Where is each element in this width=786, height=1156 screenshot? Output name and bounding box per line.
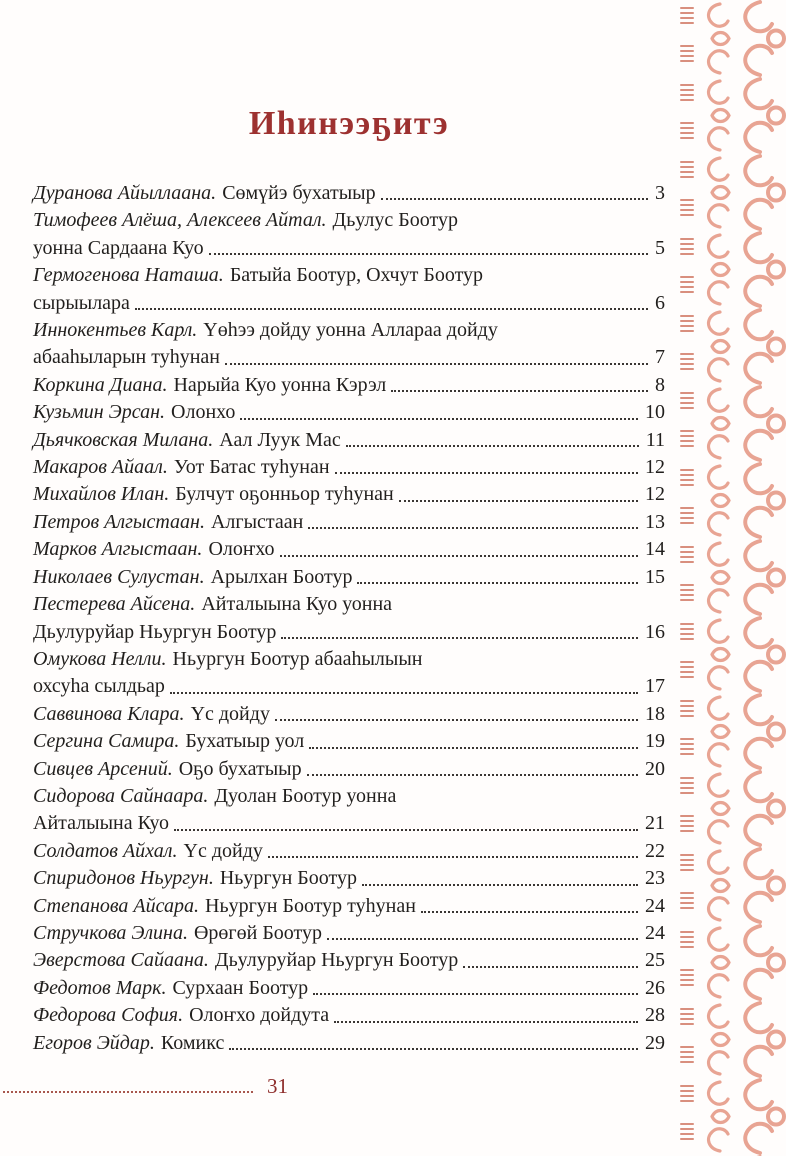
toc-entry-author: Кузьмин Эрсан. [33, 401, 166, 424]
toc-entry-page: 24 [645, 921, 665, 944]
toc-entry-page: 26 [645, 976, 665, 999]
toc-entry-title: Уот Батас туһунан [173, 456, 330, 479]
toc-entry-title: Өрөгөй Боотур [193, 921, 323, 944]
footer-page-number: 31 [267, 1074, 288, 1098]
toc-entry-title: Булчут оҕонньор туһунан [175, 483, 394, 506]
toc-entry-title: Сурхаан Боотур [172, 976, 309, 999]
toc-entry-line [33, 235, 665, 262]
footer-dotted-leader [3, 1091, 253, 1093]
toc-entry [33, 1002, 665, 1029]
toc-entry-line [33, 646, 665, 673]
toc-entry-line [33, 619, 665, 646]
dotted-leader [357, 582, 638, 584]
toc-entry-title: Үөһээ дойду уонна Аллараа дойду [203, 319, 498, 342]
toc-entry-title: Сөмүйэ бухатыыр [222, 182, 376, 204]
dotted-leader [280, 555, 638, 557]
toc-entry [33, 865, 665, 892]
toc-entry-author: Сергина Самира. [33, 730, 180, 753]
toc-entry-line [33, 756, 665, 783]
toc-entry-title: Дьулус Боотур [332, 209, 458, 232]
toc-entry-page: 28 [645, 1004, 665, 1027]
toc-entry-author: Саввинова Клара. [33, 702, 185, 725]
toc-entry-line [33, 1030, 665, 1057]
toc-entry-author: Степанова Айсара. [33, 894, 199, 917]
dotted-leader [362, 884, 638, 886]
toc-entry-page: 12 [645, 483, 665, 506]
toc-entry-title: Олонхо [171, 401, 236, 424]
toc-entry-line [33, 591, 665, 618]
toc-entry-line [33, 783, 665, 810]
toc-entry-title: Ньургун Боотур абааһылыын [172, 647, 423, 670]
toc-entry-title: Батыйа Боотур, Охчут Боотур [229, 264, 484, 287]
dotted-leader [268, 856, 638, 858]
toc-entry-line [33, 975, 665, 1002]
toc-entry-title: Дуолан Боотур уонна [214, 784, 397, 807]
toc-entry-title: Алгыстаан [210, 510, 304, 533]
dotted-leader [229, 1048, 638, 1050]
dotted-leader [174, 829, 638, 831]
dotted-leader [346, 445, 639, 447]
toc-entry-author: Николаев Сулустан. [33, 565, 205, 588]
toc-entry-line [33, 207, 665, 234]
toc-entry [33, 207, 665, 262]
toc-entry-page: 18 [645, 702, 665, 725]
dotted-leader [240, 418, 638, 420]
toc-entry-title: Үс дойду [183, 839, 263, 862]
toc-entry-line [33, 180, 665, 207]
toc-entry-author: Солдатов Айхал. [33, 839, 178, 862]
toc-entry [33, 427, 665, 454]
toc-entry [33, 975, 665, 1002]
toc-entry-title: Нарыйа Куо уонна Кэрэл [173, 373, 387, 396]
toc-entry [33, 454, 665, 481]
toc-entry-line [33, 920, 665, 947]
toc-entry [33, 372, 665, 399]
toc-entry-page: 7 [655, 346, 665, 369]
toc-entry-line [33, 1002, 665, 1029]
toc-entry [33, 564, 665, 591]
toc-entry-page: 25 [645, 949, 665, 972]
toc-entry-page: 20 [645, 757, 665, 780]
toc-entry-author: Иннокентьев Карл. [33, 319, 198, 342]
toc-entry-page: 15 [645, 565, 665, 588]
toc-entry-author: Петров Алгыстаан. [33, 510, 205, 533]
toc-entry-page: 16 [645, 620, 665, 643]
toc-entry-title-cont: Дьулуруйар Ньургун Боотур [33, 620, 277, 643]
toc-entry-line [33, 893, 665, 920]
dotted-leader [281, 637, 638, 639]
toc-entry-author: Дуранова Айыллаана. [33, 182, 217, 204]
toc-entry-page: 5 [655, 236, 665, 259]
dotted-leader [421, 911, 638, 913]
toc-entry-line [33, 399, 665, 426]
table-of-contents [33, 180, 665, 1057]
page-title: Иһинээҕитэ [248, 105, 450, 142]
toc-entry [33, 920, 665, 947]
toc-entry-title: Олоҥхо [208, 538, 275, 561]
toc-entry-line [33, 865, 665, 892]
toc-entry-author: Егоров Эйдар. [33, 1031, 155, 1054]
toc-entry-page: 13 [645, 510, 665, 533]
toc-entry-author: Гермогенова Наташа. [33, 264, 224, 287]
dotted-leader [381, 198, 648, 200]
dotted-leader [225, 363, 648, 365]
dotted-leader [334, 1021, 638, 1023]
toc-entry-author: Федорова София. [33, 1004, 184, 1027]
toc-entry [33, 317, 665, 372]
toc-entry-line [33, 947, 665, 974]
toc-entry-page: 6 [655, 291, 665, 314]
toc-entry [33, 701, 665, 728]
toc-entry-line [33, 701, 665, 728]
toc-entry-page: 14 [645, 538, 665, 561]
toc-entry-page: 29 [645, 1031, 665, 1054]
toc-entry-line [33, 481, 665, 508]
dotted-leader [335, 472, 638, 474]
toc-entry-line [33, 290, 665, 317]
toc-entry-author: Спиридонов Ньургун. [33, 867, 214, 890]
dotted-leader [327, 938, 638, 940]
toc-entry-page: 17 [645, 675, 665, 698]
toc-entry [33, 536, 665, 563]
toc-entry-title: Аал Луук Мас [219, 428, 341, 451]
toc-entry-page: 3 [655, 182, 665, 204]
toc-entry [33, 262, 665, 317]
toc-entry-author: Омукова Нелли. [33, 647, 167, 670]
toc-entry-title: Оҕо бухатыыр [178, 757, 302, 780]
toc-entry-page: 10 [645, 401, 665, 424]
toc-entry-author: Сидорова Сайнаара. [33, 784, 209, 807]
toc-entry-line [33, 536, 665, 563]
toc-entry-author: Коркина Диана. [33, 373, 168, 396]
dotted-leader [309, 747, 638, 749]
toc-entry [33, 481, 665, 508]
toc-entry-author: Тимофеев Алёша, Алексеев Айтал. [33, 209, 327, 232]
toc-entry-line [33, 673, 665, 700]
page-footer [3, 1074, 333, 1099]
toc-entry [33, 509, 665, 536]
toc-entry [33, 1030, 665, 1057]
toc-entry-page: 19 [645, 730, 665, 753]
toc-entry-title: Дьулуруйар Ньургун Боотур [214, 949, 459, 972]
toc-entry-author: Михайлов Илан. [33, 483, 170, 506]
toc-entry-line [33, 262, 665, 289]
toc-entry-author: Макаров Айаал. [33, 456, 168, 479]
toc-entry-title: Айталыына Куо уонна [201, 593, 393, 616]
dotted-leader [307, 774, 638, 776]
toc-entry-title: Олоҥхо дойдута [189, 1004, 330, 1027]
dotted-leader [391, 390, 648, 392]
toc-entry-line [33, 564, 665, 591]
toc-entry-title: Ньургун Боотур туһунан [205, 894, 416, 917]
toc-entry-page: 24 [645, 894, 665, 917]
dotted-leader [313, 993, 638, 995]
toc-entry-title: Үс дойду [190, 702, 270, 725]
toc-entry-title: Комикс [160, 1031, 225, 1054]
toc-entry-author: Дьячковская Милана. [33, 428, 214, 451]
toc-entry-line [33, 728, 665, 755]
dotted-leader [399, 500, 638, 502]
toc-entry-line [33, 427, 665, 454]
dotted-leader [170, 692, 638, 694]
toc-entry-author: Федотов Марк. [33, 976, 167, 999]
dotted-leader [135, 308, 648, 310]
toc-entry [33, 591, 665, 646]
toc-entry-title-cont: уонна Сардаана Куо [33, 236, 204, 259]
toc-entry [33, 838, 665, 865]
dotted-leader [275, 719, 638, 721]
toc-entry-page: 22 [645, 839, 665, 862]
toc-entry-author: Стручкова Элина. [33, 921, 188, 944]
toc-entry-title-cont: охсуһа сылдьар [33, 675, 165, 698]
toc-entry-author: Эверстова Сайаана. [33, 949, 209, 972]
toc-entry-line [33, 810, 665, 837]
toc-entry-author: Пестерева Айсена. [33, 593, 196, 616]
toc-entry [33, 399, 665, 426]
toc-entry-line [33, 344, 665, 371]
toc-entry-title-cont: абааһыларын туһунан [33, 346, 221, 369]
toc-entry [33, 728, 665, 755]
toc-entry-author: Сивцев Арсений. [33, 757, 173, 780]
dotted-leader [463, 966, 638, 968]
toc-entry [33, 947, 665, 974]
toc-entry-page: 11 [645, 428, 665, 451]
dotted-leader [308, 527, 638, 529]
toc-entry [33, 756, 665, 783]
toc-entry [33, 893, 665, 920]
text-column [33, 0, 665, 1057]
toc-entry-line [33, 838, 665, 865]
dotted-leader [209, 253, 648, 255]
toc-entry-line [33, 317, 665, 344]
toc-entry-page: 21 [645, 812, 665, 835]
toc-entry-line [33, 509, 665, 536]
toc-entry-line [33, 372, 665, 399]
toc-entry-page: 23 [645, 867, 665, 890]
toc-entry-author: Марков Алгыстаан. [33, 538, 203, 561]
toc-entry-title-cont: Айталыына Куо [33, 812, 169, 835]
toc-entry [33, 646, 665, 701]
toc-entry [33, 180, 665, 207]
toc-entry-page: 12 [645, 456, 665, 479]
toc-entry-line [33, 454, 665, 481]
toc-entry [33, 783, 665, 838]
toc-entry-title: Арылхан Боотур [210, 565, 353, 588]
toc-entry-page: 8 [655, 373, 665, 396]
toc-entry-title-cont: сырыылара [33, 291, 130, 314]
toc-entry-title: Ньургун Боотур [219, 867, 357, 890]
toc-entry-title: Бухатыыр уол [185, 730, 305, 753]
ornament-border [678, 0, 786, 1156]
